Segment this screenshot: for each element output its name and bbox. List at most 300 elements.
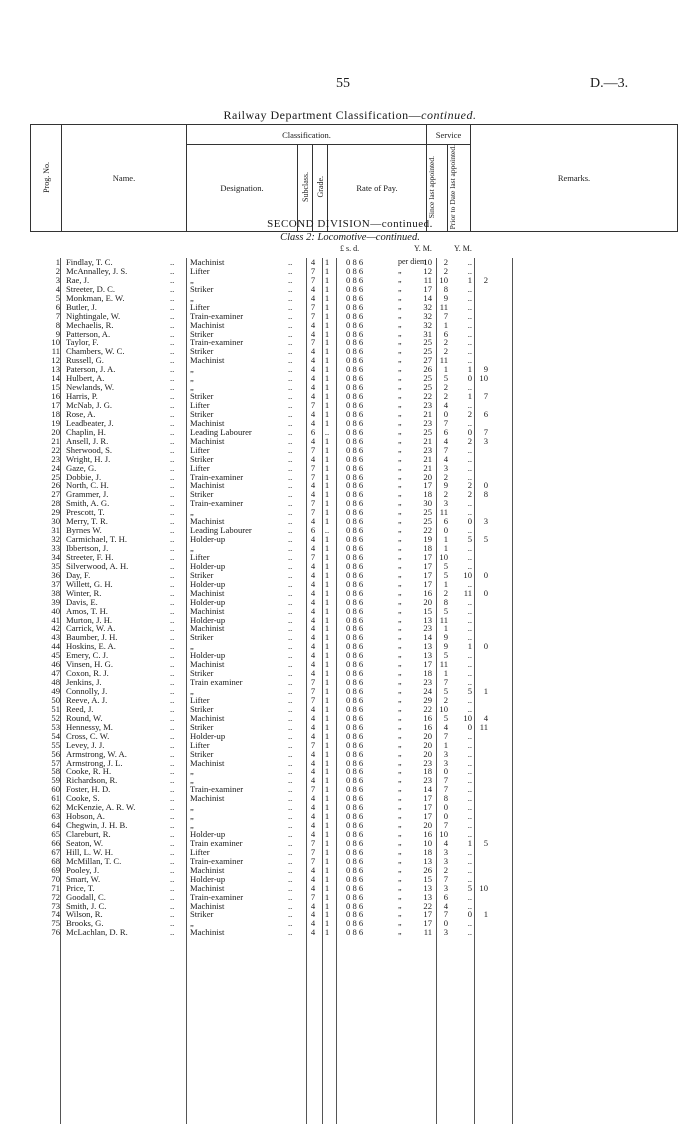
cell-p2: 7	[483, 391, 488, 402]
cell-name: Baumber, J. H.	[66, 632, 118, 643]
cell-p1: 1	[467, 364, 472, 375]
cell-s1: 25	[423, 346, 432, 357]
cell-s1: 11	[423, 274, 432, 285]
cell-sub: 7	[310, 444, 316, 455]
cell-pay: 0 8 6	[346, 837, 364, 848]
leader-dots: ..	[288, 364, 293, 375]
cell-p1: ..	[467, 417, 472, 428]
cell-s2: 8	[443, 596, 448, 607]
cell-sub: 4	[310, 900, 316, 911]
cell-s1: 25	[423, 507, 432, 518]
cell-per: „	[398, 498, 402, 508]
page-number: 55	[336, 76, 350, 91]
cell-name: Wilson, R.	[66, 909, 103, 920]
cell-s2: 7	[443, 677, 448, 688]
leader-dots: ..	[170, 596, 175, 607]
leader-dots: ..	[288, 721, 293, 732]
cell-des: Train examiner	[190, 837, 243, 848]
leader-dots: ..	[170, 578, 175, 589]
cell-s1: 25	[423, 426, 432, 437]
cell-pay: 0 8 6	[346, 265, 364, 276]
cell-sub: 4	[310, 417, 316, 428]
cell-per: „	[398, 855, 402, 865]
leader-dots: ..	[170, 274, 175, 285]
cell-no: 18	[51, 408, 60, 419]
leader-dots: ..	[288, 346, 293, 357]
cell-s2: 10	[439, 274, 448, 285]
cell-s1: 16	[423, 721, 432, 732]
cell-sub: 4	[310, 802, 316, 813]
leader-dots: ..	[170, 703, 175, 714]
leader-dots: ..	[288, 811, 293, 822]
cell-sub: 4	[310, 766, 316, 777]
cell-grade: 1	[324, 265, 330, 276]
cell-s2: 2	[443, 346, 448, 357]
leader-dots: ..	[170, 265, 175, 276]
cell-pay: 0 8 6	[346, 873, 364, 884]
cell-grade: 1	[324, 686, 330, 696]
cell-p1: ..	[467, 775, 472, 786]
cell-no: 6	[55, 301, 60, 312]
cell-sub: 7	[310, 265, 316, 276]
leader-dots: ..	[170, 820, 175, 831]
cell-s2: 7	[443, 730, 448, 741]
cell-p1: ..	[467, 453, 472, 464]
cell-grade: 1	[324, 846, 330, 857]
cell-pay: 0 8 6	[346, 775, 364, 786]
cell-pay: 0 8 6	[346, 793, 364, 804]
cell-name: Rose, A.	[66, 408, 96, 419]
cell-s2: 0	[443, 525, 448, 536]
cell-per: „	[398, 489, 402, 499]
cell-des: Train-examiner	[190, 337, 244, 348]
cell-no: 43	[51, 632, 60, 643]
cell-per: „	[398, 873, 402, 883]
cell-s1: 23	[423, 623, 432, 634]
cell-des: Striker	[190, 721, 214, 732]
cell-name: Newlands, W.	[66, 382, 114, 393]
cell-sub: 4	[310, 543, 316, 553]
cell-sub: 4	[310, 489, 316, 500]
cell-s2: 6	[443, 328, 448, 339]
cell-p1: 5	[467, 882, 472, 893]
cell-pay: 0 8 6	[346, 918, 364, 929]
cell-p1: 0	[467, 516, 472, 527]
cell-s1: 31	[423, 328, 432, 339]
cell-des: Lifter	[190, 846, 210, 857]
cell-pay: 0 8 6	[346, 453, 364, 464]
cell-des: Striker	[190, 453, 214, 464]
cell-p2: 10	[479, 373, 488, 384]
cell-p1: ..	[467, 328, 472, 339]
cell-s2: 1	[443, 739, 448, 750]
cell-p1: ..	[467, 498, 472, 509]
cell-per: „	[398, 605, 402, 615]
cell-s2: 2	[443, 257, 448, 267]
leader-dots: ..	[170, 739, 175, 750]
leader-dots: ..	[288, 766, 293, 777]
cell-grade: 1	[324, 516, 330, 527]
cell-sub: 4	[310, 283, 316, 294]
leader-dots: ..	[288, 534, 293, 545]
cell-sub: 4	[310, 730, 316, 741]
cell-grade: 1	[324, 820, 330, 831]
cell-name: Round, W.	[66, 712, 103, 723]
cell-no: 71	[51, 882, 60, 893]
cell-pay: 0 8 6	[346, 543, 364, 553]
cell-pay: 0 8 6	[346, 462, 364, 473]
leader-dots: ..	[288, 829, 293, 839]
cell-s2: 2	[443, 265, 448, 276]
leader-dots: ..	[170, 730, 175, 741]
cell-name: Goodall, C.	[66, 891, 106, 902]
cell-pay: 0 8 6	[346, 596, 364, 607]
cell-sub: 7	[310, 400, 316, 410]
leader-dots: ..	[288, 382, 293, 393]
cell-pay: 0 8 6	[346, 721, 364, 732]
cell-per: „	[398, 820, 402, 830]
cell-s2: 7	[443, 820, 448, 831]
cell-name: Richardson, R.	[66, 775, 118, 786]
cell-s1: 15	[423, 605, 432, 616]
cell-des: Striker	[190, 489, 214, 500]
cell-p1: ..	[467, 820, 472, 831]
cell-p1: ..	[467, 632, 472, 643]
cell-name: Smart, W.	[66, 873, 101, 884]
cell-pay: 0 8 6	[346, 257, 364, 267]
cell-pay: 0 8 6	[346, 784, 364, 795]
header-rate-of-pay: Rate of Pay.	[328, 145, 427, 232]
cell-s2: 9	[443, 480, 448, 491]
cell-no: 15	[51, 382, 60, 393]
leader-dots: ..	[288, 873, 293, 884]
cell-grade: 1	[324, 355, 330, 366]
cell-s1: 23	[423, 775, 432, 786]
cell-per: „	[398, 766, 402, 776]
leader-dots: ..	[170, 292, 175, 303]
document-reference: D.—3.	[590, 76, 629, 91]
leader-dots: ..	[288, 560, 293, 571]
cell-des: Machinist	[190, 605, 225, 616]
cell-sub: 7	[310, 498, 316, 509]
units-pay: £ s. d.	[340, 244, 360, 253]
cell-no: 17	[51, 400, 60, 410]
cell-sub: 7	[310, 551, 316, 562]
leader-dots: ..	[288, 784, 293, 795]
cell-no: 66	[51, 837, 60, 848]
cell-no: 49	[51, 686, 60, 696]
cell-des: Holder-up	[190, 560, 226, 571]
cell-per: „	[398, 739, 402, 749]
cell-name: Connolly, J.	[66, 686, 108, 696]
cell-pay: 0 8 6	[346, 400, 364, 410]
leader-dots: ..	[170, 373, 175, 384]
cell-p1: ..	[467, 337, 472, 348]
cell-sub: 4	[310, 650, 316, 661]
leader-dots: ..	[170, 686, 175, 696]
cell-name: McMillan, T. C.	[66, 855, 122, 866]
cell-pay: 0 8 6	[346, 703, 364, 714]
leader-dots: ..	[170, 471, 175, 482]
cell-s2: 9	[443, 641, 448, 652]
cell-per: „	[398, 677, 402, 687]
cell-p2: 2	[483, 274, 488, 285]
leader-dots: ..	[170, 543, 175, 553]
cell-s1: 19	[423, 534, 432, 545]
cell-name: Day, F.	[66, 569, 91, 580]
cell-per: „	[398, 274, 402, 284]
leader-dots: ..	[288, 703, 293, 714]
cell-p1: 1	[467, 391, 472, 402]
cell-name: Findlay, T. C.	[66, 257, 113, 267]
leader-dots: ..	[170, 426, 175, 437]
cell-p2: 3	[483, 435, 488, 446]
cell-per: „	[398, 462, 402, 472]
leader-dots: ..	[170, 909, 175, 920]
cell-p1: ..	[467, 694, 472, 705]
leader-dots: ..	[170, 846, 175, 857]
cell-pay: 0 8 6	[346, 802, 364, 813]
cell-no: 32	[51, 534, 60, 545]
cell-name: Cooke, R. H.	[66, 766, 112, 777]
cell-s2: 8	[443, 793, 448, 804]
cell-per: „	[398, 337, 402, 347]
cell-s1: 17	[423, 802, 432, 813]
cell-p1: 2	[467, 435, 472, 446]
cell-per: „	[398, 578, 402, 588]
cell-name: Ansell, J. R.	[66, 435, 109, 446]
leader-dots: ..	[288, 659, 293, 670]
cell-pay: 0 8 6	[346, 301, 364, 312]
cell-no: 61	[51, 793, 60, 804]
cell-des: Striker	[190, 748, 214, 759]
cell-des: Machinist	[190, 587, 225, 598]
cell-p1: ..	[467, 382, 472, 393]
cell-p1: ..	[467, 614, 472, 625]
cell-s2: 3	[443, 757, 448, 768]
cell-s2: 4	[443, 453, 448, 464]
cell-p1: ..	[467, 739, 472, 750]
cell-des: Leading Labourer	[190, 525, 252, 536]
cell-s2: 10	[439, 551, 448, 562]
cell-name: Nightingale, W.	[66, 310, 121, 321]
leader-dots: ..	[170, 283, 175, 294]
cell-s1: 11	[423, 927, 432, 938]
cell-name: Winter, R.	[66, 587, 102, 598]
cell-no: 56	[51, 748, 60, 759]
cell-per: „	[398, 641, 402, 651]
cell-pay: 0 8 6	[346, 739, 364, 750]
cell-p2: 0	[483, 480, 488, 491]
cell-no: 24	[51, 462, 60, 473]
cell-s2: 10	[439, 829, 448, 839]
leader-dots: ..	[288, 820, 293, 831]
cell-grade: 1	[324, 391, 330, 402]
cell-des: Machinist	[190, 623, 225, 634]
leader-dots: ..	[170, 650, 175, 661]
cell-des: Striker	[190, 909, 214, 920]
cell-no: 59	[51, 775, 60, 786]
cell-sub: 7	[310, 337, 316, 348]
cell-pay: 0 8 6	[346, 408, 364, 419]
cell-per: „	[398, 560, 402, 570]
cell-p1: ..	[467, 471, 472, 482]
header-service: Service	[427, 125, 471, 145]
cell-pay: 0 8 6	[346, 337, 364, 348]
cell-no: 31	[51, 525, 60, 536]
cell-s2: 6	[443, 516, 448, 527]
cell-sub: 4	[310, 721, 316, 732]
leader-dots: ..	[170, 319, 175, 330]
cell-no: 75	[51, 918, 60, 929]
cell-pay: 0 8 6	[346, 730, 364, 741]
leader-dots: ..	[288, 900, 293, 911]
leader-dots: ..	[288, 748, 293, 759]
cell-name: Cooke, S.	[66, 793, 100, 804]
cell-p1: ..	[467, 650, 472, 661]
cell-pay: 0 8 6	[346, 292, 364, 303]
cell-no: 8	[55, 319, 60, 330]
cell-p1: ..	[467, 748, 472, 759]
leader-dots: ..	[288, 355, 293, 366]
cell-s2: 3	[443, 927, 448, 938]
cell-no: 70	[51, 873, 60, 884]
cell-sub: 4	[310, 257, 316, 267]
cell-name: Cross, C. W.	[66, 730, 110, 741]
leader-dots: ..	[170, 632, 175, 643]
cell-pay: 0 8 6	[346, 578, 364, 589]
cell-s2: 6	[443, 426, 448, 437]
cell-des: Holder-up	[190, 730, 226, 741]
cell-no: 30	[51, 516, 60, 527]
cell-s1: 21	[423, 408, 432, 419]
cell-des: Lifter	[190, 551, 210, 562]
leader-dots: ..	[288, 775, 293, 786]
cell-s2: 7	[443, 873, 448, 884]
cell-s2: 3	[443, 748, 448, 759]
cell-grade: 1	[324, 346, 330, 357]
leader-dots: ..	[288, 864, 293, 875]
cell-p1: ..	[467, 855, 472, 866]
cell-p1: ..	[467, 730, 472, 741]
cell-name: McNab, J. G.	[66, 400, 113, 410]
cell-name: Grammer, J.	[66, 489, 109, 500]
leader-dots: ..	[288, 605, 293, 616]
cell-des: Machinist	[190, 793, 225, 804]
cell-per: „	[398, 668, 402, 678]
cell-grade: 1	[324, 811, 330, 822]
leader-dots: ..	[288, 507, 293, 518]
leader-dots: ..	[170, 900, 175, 911]
units-since: Y. M.	[414, 244, 432, 253]
cell-p1: ..	[467, 605, 472, 616]
cell-des: Striker	[190, 346, 214, 357]
leader-dots: ..	[288, 596, 293, 607]
cell-name: Ibbertson, J.	[66, 543, 109, 553]
leader-dots: ..	[170, 551, 175, 562]
cell-per: „	[398, 891, 402, 901]
cell-sub: 4	[310, 668, 316, 679]
cell-per: „	[398, 694, 402, 704]
cell-p1: ..	[467, 864, 472, 875]
cell-p1: 1	[467, 641, 472, 652]
cell-no: 16	[51, 391, 60, 402]
cell-des: Holder-up	[190, 534, 226, 545]
cell-p2: 5	[483, 534, 488, 545]
cell-sub: 7	[310, 507, 316, 518]
cell-p1: ..	[467, 551, 472, 562]
cell-sub: 6	[310, 525, 316, 536]
cell-per: „	[398, 748, 402, 758]
cell-s1: 10	[423, 257, 432, 267]
leader-dots: ..	[288, 837, 293, 848]
cell-des: „	[190, 775, 194, 786]
cell-no: 42	[51, 623, 60, 634]
cell-grade: 1	[324, 873, 330, 884]
cell-des: Machinist	[190, 355, 225, 366]
cell-no: 35	[51, 560, 60, 571]
cell-name: Brooks, G.	[66, 918, 104, 929]
cell-p2: 11	[479, 721, 488, 732]
leader-dots: ..	[288, 391, 293, 402]
cell-name: Vinsen, H. G.	[66, 659, 113, 670]
cell-pay: 0 8 6	[346, 560, 364, 571]
leader-dots: ..	[170, 257, 175, 267]
cell-grade: 1	[324, 694, 330, 705]
cell-pay: 0 8 6	[346, 328, 364, 339]
cell-no: 62	[51, 802, 60, 813]
cell-pay: 0 8 6	[346, 927, 364, 938]
leader-dots: ..	[288, 426, 293, 437]
cell-p1: ..	[467, 301, 472, 312]
cell-name: Prescott, T.	[66, 507, 105, 518]
cell-p1: ..	[467, 927, 472, 938]
cell-grade: 1	[324, 918, 330, 929]
cell-s2: 11	[439, 614, 448, 625]
leader-dots: ..	[288, 319, 293, 330]
cell-per: „	[398, 382, 402, 392]
cell-grade: 1	[324, 775, 330, 786]
cell-name: McKenzie, A. R. W.	[66, 802, 136, 813]
leader-dots: ..	[288, 337, 293, 348]
cell-p1: 0	[467, 721, 472, 732]
cell-s2: 7	[443, 909, 448, 920]
leader-dots: ..	[170, 453, 175, 464]
cell-des: Train-examiner	[190, 498, 244, 509]
leader-dots: ..	[170, 784, 175, 795]
cell-per: „	[398, 846, 402, 856]
cell-s2: 4	[443, 721, 448, 732]
cell-s1: 17	[423, 793, 432, 804]
cell-sub: 4	[310, 596, 316, 607]
leader-dots: ..	[170, 668, 175, 679]
cell-p1: ..	[467, 784, 472, 795]
cell-des: „	[190, 507, 194, 518]
cell-no: 9	[55, 328, 60, 339]
leader-dots: ..	[170, 712, 175, 723]
cell-no: 46	[51, 659, 60, 670]
cell-pay: 0 8 6	[346, 382, 364, 393]
cell-p2: 9	[483, 364, 488, 375]
cell-s1: 23	[423, 417, 432, 428]
cell-des: Machinist	[190, 882, 225, 893]
leader-dots: ..	[170, 641, 175, 652]
leader-dots: ..	[288, 891, 293, 902]
cell-no: 54	[51, 730, 60, 741]
cell-name: Jenkins, J.	[66, 677, 102, 688]
cell-s1: 26	[423, 864, 432, 875]
cell-per: „	[398, 659, 402, 669]
